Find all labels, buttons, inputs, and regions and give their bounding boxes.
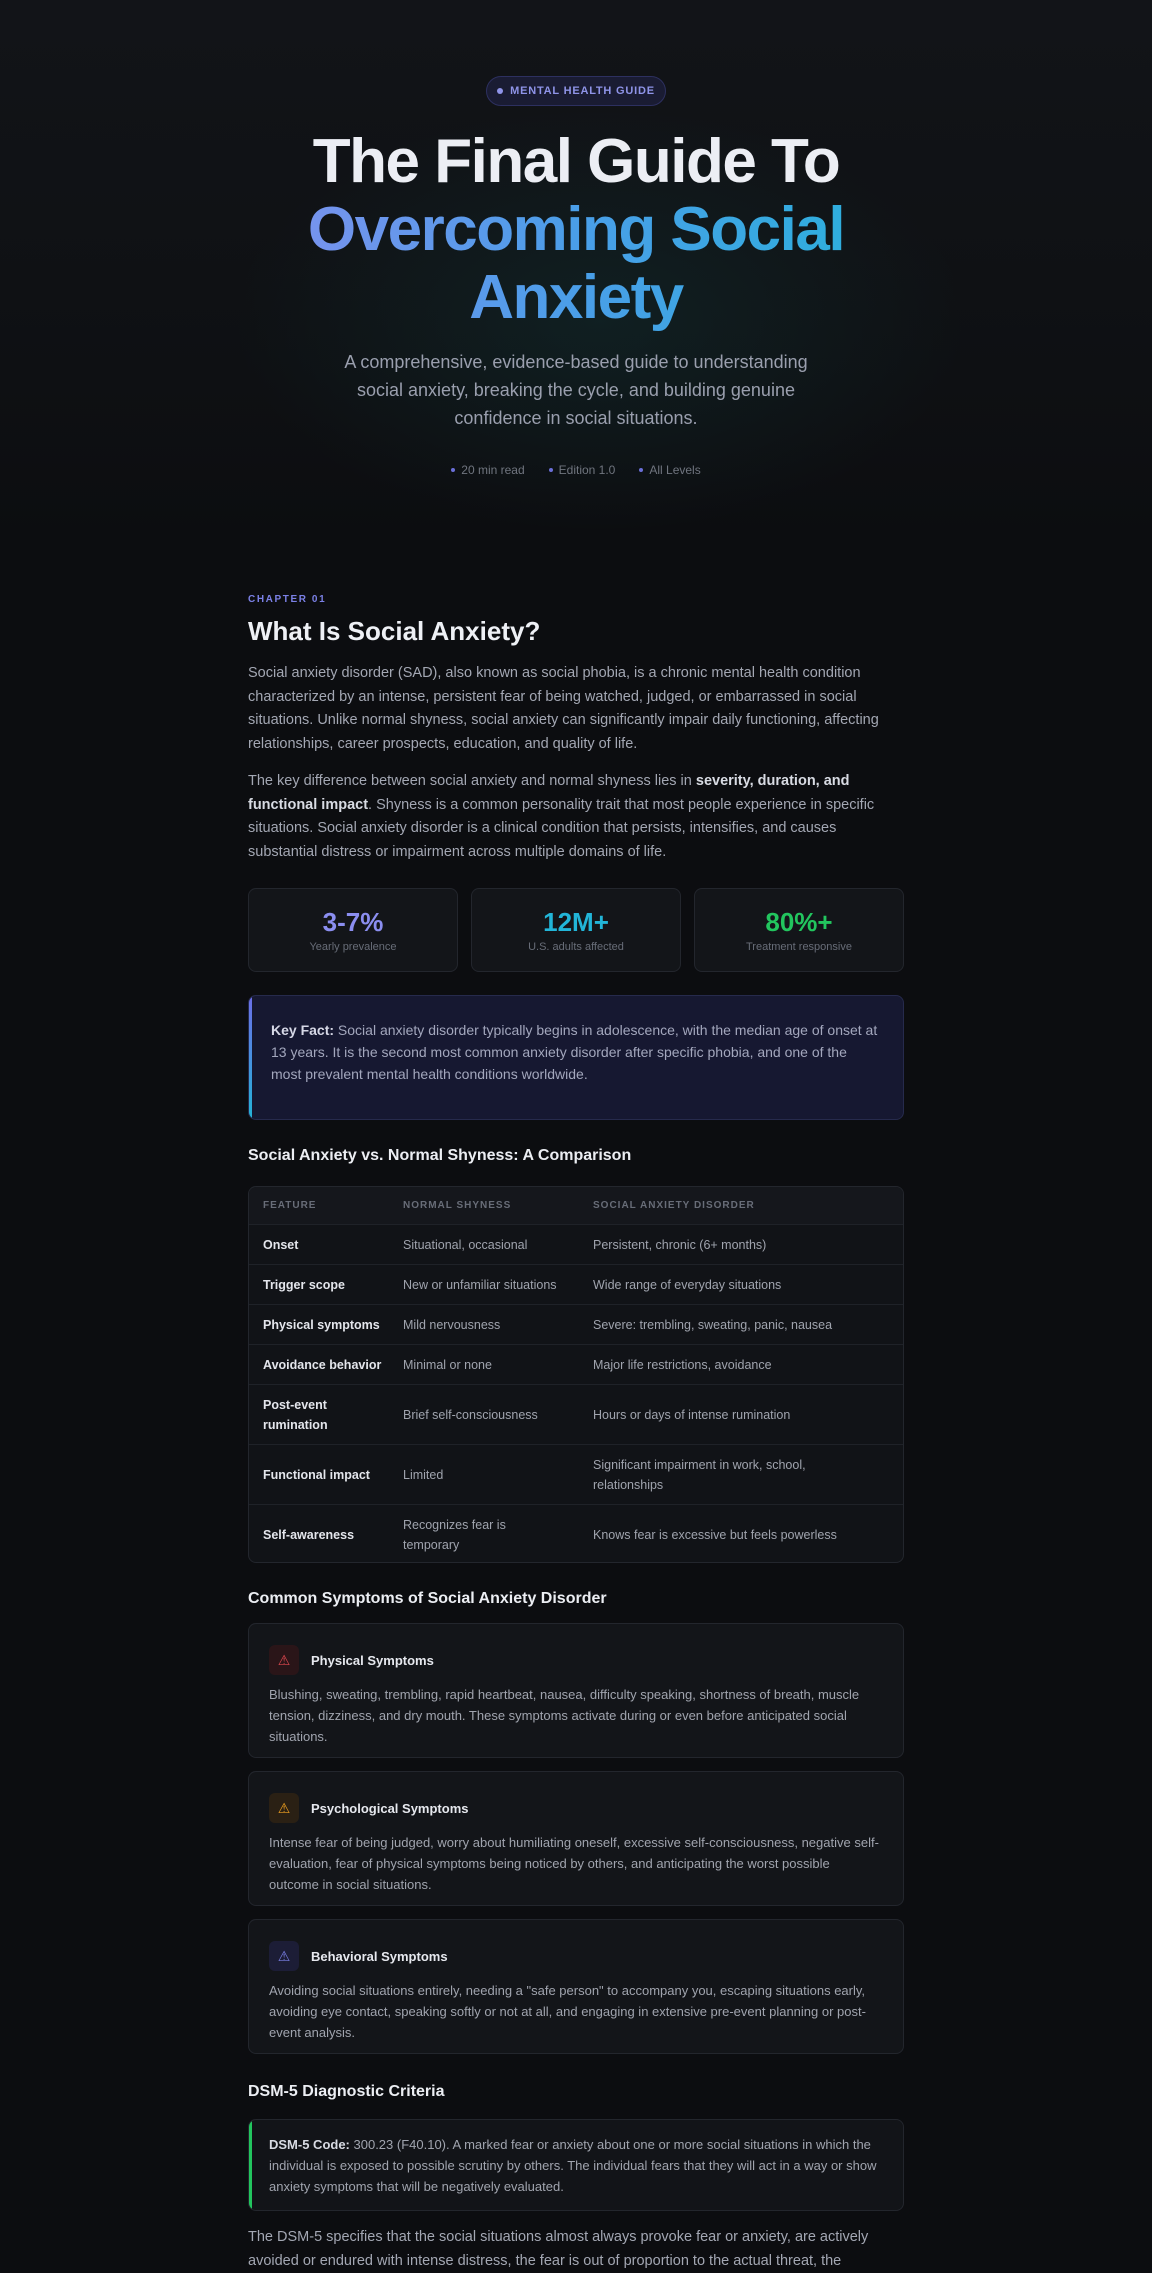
meta-dot-icon [451,468,455,472]
stats-row [248,888,904,972]
symptom-card-behavioral [248,1919,904,2054]
table-row [249,1224,903,1264]
meta-dot-icon [639,468,643,472]
dsm-paragraph: The DSM-5 specifies that the social situations almost always provoke fear or anxiety, are actively avoided or endured with intense distress, the fear is out of proportion to the actual threat, the [248,2229,869,2269]
row-feature: Avoidance behavior [263,1357,382,1372]
key-fact-callout [248,995,904,1120]
table-row [249,1304,903,1344]
row-shyness: Minimal or none [403,1357,492,1372]
row-shyness: Situational, occasional [403,1237,528,1252]
stat-card [248,888,458,972]
table-row [249,1264,903,1304]
header-feature: FEATURE [263,1200,317,1211]
row-feature: Post-event rumination [263,1397,328,1432]
row-shyness: Mild nervousness [403,1317,501,1332]
key-fact-label: Key Fact: [271,1022,335,1038]
row-feature: Onset [263,1237,299,1252]
title-line-3: Anxiety [176,264,976,332]
shyness-paragraph: The key difference between social anxiety and normal shyness lies in severity, duration, and functional impact. Shyness is a common personality trait that most people experience in specific situations. Social anxiety disorder is a clinical condition that persists, intensifies, and causes substantial distress or impairment across multiple domains of life. [248,773,875,860]
row-feature: Functional impact [263,1467,370,1482]
dsm-title: DSM-5 Diagnostic Criteria [248,2083,445,2100]
meta-edition: Edition 1.0 [549,463,616,477]
intro-paragraph: Social anxiety disorder (SAD), also known as social phobia, is a chronic mental health condition characterized by an intense, persistent fear of being watched, judged, or embarrassed in social situations. Unlike normal shyness, social anxiety can significantly impair daily functioning, affecting relationships, career prospects, education, and quality of life. [248,665,879,752]
row-shyness: Recognizes fear is temporary [403,1517,506,1552]
section-title: What Is Social Anxiety? [248,616,541,646]
warning-icon: ⚠ [269,1941,299,1971]
row-sad: Major life restrictions, avoidance [593,1357,772,1372]
warning-icon: ⚠ [269,1793,299,1823]
symptom-card-psychological [248,1771,904,1906]
row-feature: Trigger scope [263,1277,345,1292]
meta-dot-icon [549,468,553,472]
row-feature: Physical symptoms [263,1317,380,1332]
card-title: Psychological Symptoms [311,1800,469,1816]
stat-card [471,888,681,972]
row-sad: Wide range of everyday situations [593,1277,782,1292]
chapter-label: CHAPTER 01 [248,594,327,605]
badge-label: MENTAL HEALTH GUIDE [510,85,655,97]
stat-label: U.S. adults affected [528,941,624,953]
stat-label: Treatment responsive [746,941,852,953]
card-title: Behavioral Symptoms [311,1948,448,1964]
row-shyness: Limited [403,1467,444,1482]
meta-read-time: 20 min read [451,463,524,477]
comparison-title: Social Anxiety vs. Normal Shyness: A Comparison [248,1147,632,1164]
title-line-2: Overcoming Social [176,196,976,264]
stat-value: 12M+ [543,907,609,937]
card-text: Blushing, sweating, trembling, rapid heartbeat, nausea, difficulty speaking, shortness of breath, muscle tension, dizziness, and dry mouth. These symptoms activate during or even before anticipated social situations. [269,1687,860,1744]
hero-subtitle: A comprehensive, evidence-based guide to understanding social anxiety, breaking the cycle, and building genuine confidence in social situations. [344,352,808,428]
article-meta [376,463,776,477]
row-sad: Significant impairment in work, school, relationships [593,1457,806,1492]
stat-value: 80%+ [765,907,833,937]
hero-section [0,0,1152,540]
dsm-code-text: 300.23 (F40.10). A marked fear or anxiety about one or more social situations in which the individual is exposed to possible scrutiny by others. The individual fears that they will act in a way or show anxiety symptoms that will be negatively evaluated. [269,2137,877,2194]
stat-card [694,888,904,972]
header-shyness: NORMAL SHYNESS [403,1200,512,1211]
row-feature: Self-awareness [263,1527,355,1542]
card-text: Intense fear of being judged, worry about humiliating oneself, excessive self-consciousness, negative self-evaluation, fear of physical symptoms being noticed by others, and anticipating the worst possible outcome in social situations. [269,1835,879,1892]
table-header [249,1187,903,1224]
table-row [249,1344,903,1384]
table-row [249,1504,903,1563]
warning-icon: ⚠ [269,1645,299,1675]
row-sad: Severe: trembling, sweating, panic, nausea [593,1317,833,1332]
row-shyness: Brief self-consciousness [403,1407,538,1422]
card-text: Avoiding social situations entirely, needing a "safe person" to accompany you, escaping situations early, avoiding eye contact, speaking softly or not at all, and engaging in extensive pre-event planning or post-event analysis. [269,1983,866,2040]
header-sad: SOCIAL ANXIETY DISORDER [593,1200,755,1211]
key-fact-text: Social anxiety disorder typically begins in adolescence, with the median age of onset at 13 years. It is the second most common anxiety disorder after specific phobia, and one of the most prevalent mental health conditions worldwide. [271,1022,878,1082]
dsm-code-callout [248,2119,904,2211]
title-line-1: The Final Guide To [312,127,840,196]
badge-dot-icon [497,88,503,94]
symptoms-title: Common Symptoms of Social Anxiety Disorder [248,1590,607,1607]
category-badge [486,76,666,106]
row-sad: Persistent, chronic (6+ months) [593,1237,767,1252]
emphasis-text: severity, duration, and functional impact [248,773,850,813]
card-title: Physical Symptoms [311,1652,434,1668]
meta-level: All Levels [639,463,700,477]
dsm-code-label: DSM-5 Code: [269,2137,350,2152]
row-shyness: New or unfamiliar situations [403,1277,557,1292]
table-row [249,1384,903,1444]
stat-value: 3-7% [322,907,384,937]
symptom-card-physical [248,1623,904,1758]
comparison-table [248,1186,904,1563]
row-sad: Knows fear is excessive but feels powerless [593,1527,837,1542]
table-row [249,1444,903,1504]
page-title [176,128,976,332]
row-sad: Hours or days of intense rumination [593,1407,791,1422]
stat-label: Yearly prevalence [309,941,397,953]
